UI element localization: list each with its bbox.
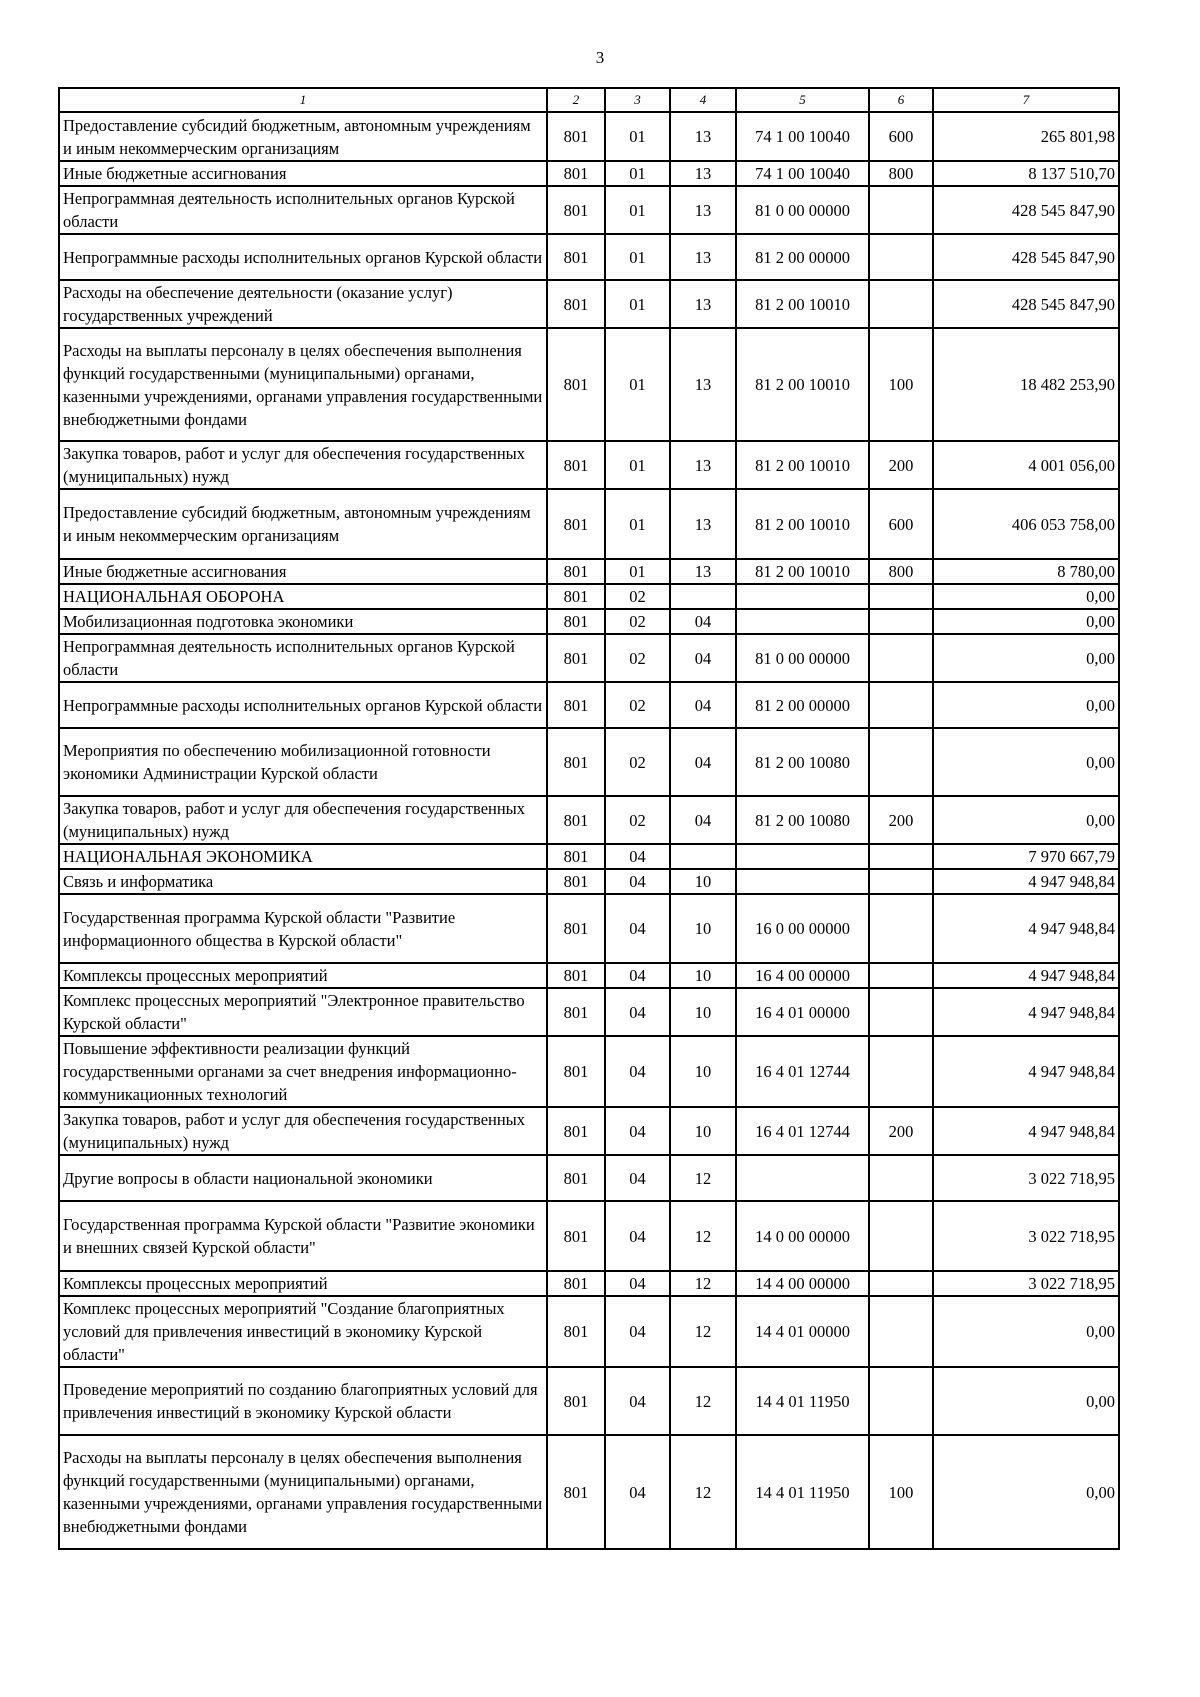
amount-value: 406 053 758,00 bbox=[933, 489, 1119, 559]
amount-value: 4 947 948,84 bbox=[933, 1107, 1119, 1155]
amount-value: 0,00 bbox=[933, 1367, 1119, 1435]
subsection-code: 13 bbox=[670, 186, 736, 234]
row-name: Закупка товаров, работ и услуг для обеспечения государственных (муниципальных) нужд bbox=[59, 1107, 547, 1155]
subsection-code bbox=[670, 844, 736, 869]
subsection-code: 13 bbox=[670, 328, 736, 441]
row-name: Комплексы процессных мероприятий bbox=[59, 1271, 547, 1296]
target-article-code: 81 2 00 10010 bbox=[736, 280, 869, 328]
subsection-code: 10 bbox=[670, 869, 736, 894]
subsection-code: 04 bbox=[670, 728, 736, 796]
ministry-code: 801 bbox=[547, 869, 605, 894]
budget-table bbox=[58, 87, 1120, 1550]
row-name: Комплекс процессных мероприятий "Создание благоприятных условий для привлечения инвестиций в экономику Курской области" bbox=[59, 1296, 547, 1367]
section-code: 04 bbox=[605, 1271, 670, 1296]
amount-value: 3 022 718,95 bbox=[933, 1201, 1119, 1271]
subsection-code: 10 bbox=[670, 1036, 736, 1107]
subsection-code: 12 bbox=[670, 1435, 736, 1549]
table-body bbox=[59, 112, 1119, 1549]
row-name: Предоставление субсидий бюджетным, автономным учреждениям и иным некоммерческим организациям bbox=[59, 112, 547, 161]
target-article-code: 74 1 00 10040 bbox=[736, 112, 869, 161]
section-code: 01 bbox=[605, 234, 670, 280]
target-article-code: 16 4 01 12744 bbox=[736, 1107, 869, 1155]
amount-value: 0,00 bbox=[933, 634, 1119, 682]
table-row bbox=[59, 609, 1119, 634]
ministry-code: 801 bbox=[547, 1367, 605, 1435]
header-row bbox=[59, 88, 1119, 112]
target-article-code: 16 4 00 00000 bbox=[736, 963, 869, 988]
table-row bbox=[59, 634, 1119, 682]
ministry-code: 801 bbox=[547, 489, 605, 559]
section-code: 01 bbox=[605, 559, 670, 584]
ministry-code: 801 bbox=[547, 161, 605, 186]
subsection-code: 04 bbox=[670, 682, 736, 728]
expense-type-code bbox=[869, 1367, 933, 1435]
section-code: 01 bbox=[605, 280, 670, 328]
table-row bbox=[59, 1036, 1119, 1107]
table-row bbox=[59, 559, 1119, 584]
expense-type-code bbox=[869, 1155, 933, 1201]
amount-value: 265 801,98 bbox=[933, 112, 1119, 161]
expense-type-code bbox=[869, 844, 933, 869]
column-header: 1 bbox=[59, 88, 547, 112]
expense-type-code: 600 bbox=[869, 112, 933, 161]
row-name: Иные бюджетные ассигнования bbox=[59, 161, 547, 186]
amount-value: 428 545 847,90 bbox=[933, 234, 1119, 280]
target-article-code: 14 4 01 00000 bbox=[736, 1296, 869, 1367]
row-name: Закупка товаров, работ и услуг для обеспечения государственных (муниципальных) нужд bbox=[59, 796, 547, 844]
target-article-code bbox=[736, 869, 869, 894]
row-name: НАЦИОНАЛЬНАЯ ОБОРОНА bbox=[59, 584, 547, 609]
expense-type-code bbox=[869, 988, 933, 1036]
amount-value: 428 545 847,90 bbox=[933, 186, 1119, 234]
row-name: Расходы на обеспечение деятельности (оказание услуг) государственных учреждений bbox=[59, 280, 547, 328]
table-row bbox=[59, 844, 1119, 869]
section-code: 04 bbox=[605, 869, 670, 894]
target-article-code: 81 2 00 10010 bbox=[736, 559, 869, 584]
expense-type-code bbox=[869, 609, 933, 634]
amount-value: 0,00 bbox=[933, 796, 1119, 844]
ministry-code: 801 bbox=[547, 441, 605, 489]
expense-type-code: 100 bbox=[869, 328, 933, 441]
column-header: 3 bbox=[605, 88, 670, 112]
section-code: 01 bbox=[605, 186, 670, 234]
row-name: Повышение эффективности реализации функций государственными органами за счет внедрения информационно-коммуникационных технологий bbox=[59, 1036, 547, 1107]
expense-type-code bbox=[869, 1296, 933, 1367]
column-header: 5 bbox=[736, 88, 869, 112]
row-name: Мобилизационная подготовка экономики bbox=[59, 609, 547, 634]
target-article-code: 81 0 00 00000 bbox=[736, 634, 869, 682]
subsection-code: 13 bbox=[670, 489, 736, 559]
target-article-code: 16 4 01 00000 bbox=[736, 988, 869, 1036]
section-code: 01 bbox=[605, 441, 670, 489]
table-row bbox=[59, 728, 1119, 796]
row-name: Непрограммная деятельность исполнительных органов Курской области bbox=[59, 634, 547, 682]
row-name: Непрограммные расходы исполнительных органов Курской области bbox=[59, 234, 547, 280]
row-name: Государственная программа Курской области "Развитие информационного общества в Курской области" bbox=[59, 894, 547, 963]
section-code: 04 bbox=[605, 1367, 670, 1435]
column-header: 2 bbox=[547, 88, 605, 112]
expense-type-code bbox=[869, 894, 933, 963]
target-article-code: 81 2 00 00000 bbox=[736, 682, 869, 728]
ministry-code: 801 bbox=[547, 186, 605, 234]
target-article-code: 14 4 01 11950 bbox=[736, 1435, 869, 1549]
target-article-code: 81 2 00 10010 bbox=[736, 328, 869, 441]
table-row bbox=[59, 1435, 1119, 1549]
table-row bbox=[59, 1107, 1119, 1155]
section-code: 01 bbox=[605, 112, 670, 161]
row-name: Закупка товаров, работ и услуг для обеспечения государственных (муниципальных) нужд bbox=[59, 441, 547, 489]
amount-value: 0,00 bbox=[933, 609, 1119, 634]
table-row bbox=[59, 869, 1119, 894]
target-article-code: 81 2 00 10010 bbox=[736, 441, 869, 489]
table-row bbox=[59, 328, 1119, 441]
expense-type-code: 200 bbox=[869, 441, 933, 489]
section-code: 02 bbox=[605, 682, 670, 728]
table-row bbox=[59, 1296, 1119, 1367]
row-name: Расходы на выплаты персоналу в целях обеспечения выполнения функций государственными (муниципальными) органами, казенными учреждениями, органами управления государственными внебюджетными фондами bbox=[59, 328, 547, 441]
ministry-code: 801 bbox=[547, 1271, 605, 1296]
amount-value: 3 022 718,95 bbox=[933, 1271, 1119, 1296]
section-code: 02 bbox=[605, 634, 670, 682]
amount-value: 0,00 bbox=[933, 728, 1119, 796]
expense-type-code bbox=[869, 963, 933, 988]
expense-type-code: 200 bbox=[869, 796, 933, 844]
expense-type-code bbox=[869, 728, 933, 796]
ministry-code: 801 bbox=[547, 559, 605, 584]
row-name: Государственная программа Курской области "Развитие экономики и внешних связей Курской области" bbox=[59, 1201, 547, 1271]
ministry-code: 801 bbox=[547, 1435, 605, 1549]
ministry-code: 801 bbox=[547, 634, 605, 682]
amount-value: 8 137 510,70 bbox=[933, 161, 1119, 186]
subsection-code: 12 bbox=[670, 1155, 736, 1201]
amount-value: 0,00 bbox=[933, 682, 1119, 728]
target-article-code: 16 0 00 00000 bbox=[736, 894, 869, 963]
section-code: 04 bbox=[605, 1296, 670, 1367]
expense-type-code bbox=[869, 682, 933, 728]
subsection-code: 13 bbox=[670, 112, 736, 161]
table-row bbox=[59, 1201, 1119, 1271]
amount-value: 4 001 056,00 bbox=[933, 441, 1119, 489]
expense-type-code bbox=[869, 584, 933, 609]
section-code: 01 bbox=[605, 328, 670, 441]
ministry-code: 801 bbox=[547, 1201, 605, 1271]
section-code: 02 bbox=[605, 728, 670, 796]
table-row bbox=[59, 234, 1119, 280]
section-code: 04 bbox=[605, 894, 670, 963]
amount-value: 0,00 bbox=[933, 1435, 1119, 1549]
amount-value: 18 482 253,90 bbox=[933, 328, 1119, 441]
table-row bbox=[59, 186, 1119, 234]
amount-value: 4 947 948,84 bbox=[933, 869, 1119, 894]
subsection-code: 04 bbox=[670, 609, 736, 634]
target-article-code bbox=[736, 1155, 869, 1201]
ministry-code: 801 bbox=[547, 796, 605, 844]
ministry-code: 801 bbox=[547, 584, 605, 609]
target-article-code: 81 0 00 00000 bbox=[736, 186, 869, 234]
amount-value: 0,00 bbox=[933, 584, 1119, 609]
target-article-code: 14 4 00 00000 bbox=[736, 1271, 869, 1296]
row-name: Другие вопросы в области национальной экономики bbox=[59, 1155, 547, 1201]
row-name: Связь и информатика bbox=[59, 869, 547, 894]
amount-value: 4 947 948,84 bbox=[933, 963, 1119, 988]
subsection-code: 10 bbox=[670, 988, 736, 1036]
target-article-code: 16 4 01 12744 bbox=[736, 1036, 869, 1107]
subsection-code: 12 bbox=[670, 1296, 736, 1367]
subsection-code: 04 bbox=[670, 796, 736, 844]
target-article-code bbox=[736, 584, 869, 609]
row-name: Мероприятия по обеспечению мобилизационной готовности экономики Администрации Курской области bbox=[59, 728, 547, 796]
section-code: 04 bbox=[605, 963, 670, 988]
row-name: Комплекс процессных мероприятий "Электронное правительство Курской области" bbox=[59, 988, 547, 1036]
expense-type-code bbox=[869, 1036, 933, 1107]
expense-type-code: 100 bbox=[869, 1435, 933, 1549]
expense-type-code: 200 bbox=[869, 1107, 933, 1155]
expense-type-code bbox=[869, 280, 933, 328]
expense-type-code: 600 bbox=[869, 489, 933, 559]
section-code: 02 bbox=[605, 796, 670, 844]
ministry-code: 801 bbox=[547, 1296, 605, 1367]
section-code: 02 bbox=[605, 609, 670, 634]
target-article-code: 14 4 01 11950 bbox=[736, 1367, 869, 1435]
target-article-code: 74 1 00 10040 bbox=[736, 161, 869, 186]
ministry-code: 801 bbox=[547, 1155, 605, 1201]
subsection-code: 12 bbox=[670, 1271, 736, 1296]
column-header: 7 bbox=[933, 88, 1119, 112]
table-row bbox=[59, 1271, 1119, 1296]
target-article-code: 14 0 00 00000 bbox=[736, 1201, 869, 1271]
expense-type-code bbox=[869, 1271, 933, 1296]
row-name: НАЦИОНАЛЬНАЯ ЭКОНОМИКА bbox=[59, 844, 547, 869]
subsection-code: 13 bbox=[670, 161, 736, 186]
section-code: 04 bbox=[605, 1155, 670, 1201]
amount-value: 4 947 948,84 bbox=[933, 988, 1119, 1036]
row-name: Комплексы процессных мероприятий bbox=[59, 963, 547, 988]
ministry-code: 801 bbox=[547, 328, 605, 441]
section-code: 04 bbox=[605, 1107, 670, 1155]
ministry-code: 801 bbox=[547, 844, 605, 869]
table-row bbox=[59, 441, 1119, 489]
expense-type-code bbox=[869, 186, 933, 234]
ministry-code: 801 bbox=[547, 728, 605, 796]
target-article-code bbox=[736, 609, 869, 634]
table-row bbox=[59, 112, 1119, 161]
table-row bbox=[59, 682, 1119, 728]
table-row bbox=[59, 796, 1119, 844]
amount-value: 0,00 bbox=[933, 1296, 1119, 1367]
page-number: 3 bbox=[595, 48, 605, 67]
ministry-code: 801 bbox=[547, 609, 605, 634]
amount-value: 4 947 948,84 bbox=[933, 1036, 1119, 1107]
ministry-code: 801 bbox=[547, 894, 605, 963]
subsection-code: 13 bbox=[670, 441, 736, 489]
section-code: 01 bbox=[605, 161, 670, 186]
section-code: 02 bbox=[605, 584, 670, 609]
table-row bbox=[59, 280, 1119, 328]
ministry-code: 801 bbox=[547, 682, 605, 728]
amount-value: 8 780,00 bbox=[933, 559, 1119, 584]
amount-value: 7 970 667,79 bbox=[933, 844, 1119, 869]
expense-type-code: 800 bbox=[869, 161, 933, 186]
subsection-code bbox=[670, 584, 736, 609]
table-row bbox=[59, 963, 1119, 988]
table-row bbox=[59, 161, 1119, 186]
section-code: 04 bbox=[605, 1036, 670, 1107]
subsection-code: 13 bbox=[670, 234, 736, 280]
section-code: 04 bbox=[605, 988, 670, 1036]
row-name: Непрограммная деятельность исполнительных органов Курской области bbox=[59, 186, 547, 234]
row-name: Расходы на выплаты персоналу в целях обеспечения выполнения функций государственными (муниципальными) органами, казенными учреждениями, органами управления государственными внебюджетными фондами bbox=[59, 1435, 547, 1549]
subsection-code: 13 bbox=[670, 559, 736, 584]
row-name: Предоставление субсидий бюджетным, автономным учреждениям и иным некоммерческим организациям bbox=[59, 489, 547, 559]
amount-value: 3 022 718,95 bbox=[933, 1155, 1119, 1201]
column-header: 6 bbox=[869, 88, 933, 112]
row-name: Проведение мероприятий по созданию благоприятных условий для привлечения инвестиций в экономику Курской области bbox=[59, 1367, 547, 1435]
ministry-code: 801 bbox=[547, 112, 605, 161]
expense-type-code bbox=[869, 869, 933, 894]
subsection-code: 13 bbox=[670, 280, 736, 328]
row-name: Иные бюджетные ассигнования bbox=[59, 559, 547, 584]
subsection-code: 10 bbox=[670, 963, 736, 988]
target-article-code: 81 2 00 00000 bbox=[736, 234, 869, 280]
subsection-code: 10 bbox=[670, 1107, 736, 1155]
ministry-code: 801 bbox=[547, 234, 605, 280]
section-code: 01 bbox=[605, 489, 670, 559]
table-row bbox=[59, 584, 1119, 609]
ministry-code: 801 bbox=[547, 1036, 605, 1107]
expense-type-code: 800 bbox=[869, 559, 933, 584]
ministry-code: 801 bbox=[547, 1107, 605, 1155]
section-code: 04 bbox=[605, 1435, 670, 1549]
expense-type-code bbox=[869, 1201, 933, 1271]
table-row bbox=[59, 894, 1119, 963]
subsection-code: 10 bbox=[670, 894, 736, 963]
target-article-code: 81 2 00 10080 bbox=[736, 796, 869, 844]
ministry-code: 801 bbox=[547, 988, 605, 1036]
subsection-code: 12 bbox=[670, 1201, 736, 1271]
ministry-code: 801 bbox=[547, 963, 605, 988]
table-row bbox=[59, 988, 1119, 1036]
target-article-code: 81 2 00 10010 bbox=[736, 489, 869, 559]
column-header: 4 bbox=[670, 88, 736, 112]
target-article-code: 81 2 00 10080 bbox=[736, 728, 869, 796]
section-code: 04 bbox=[605, 1201, 670, 1271]
table-row bbox=[59, 489, 1119, 559]
section-code: 04 bbox=[605, 844, 670, 869]
target-article-code bbox=[736, 844, 869, 869]
amount-value: 428 545 847,90 bbox=[933, 280, 1119, 328]
row-name: Непрограммные расходы исполнительных органов Курской области bbox=[59, 682, 547, 728]
table-row bbox=[59, 1155, 1119, 1201]
subsection-code: 04 bbox=[670, 634, 736, 682]
ministry-code: 801 bbox=[547, 280, 605, 328]
subsection-code: 12 bbox=[670, 1367, 736, 1435]
expense-type-code bbox=[869, 234, 933, 280]
expense-type-code bbox=[869, 634, 933, 682]
amount-value: 4 947 948,84 bbox=[933, 894, 1119, 963]
table-row bbox=[59, 1367, 1119, 1435]
